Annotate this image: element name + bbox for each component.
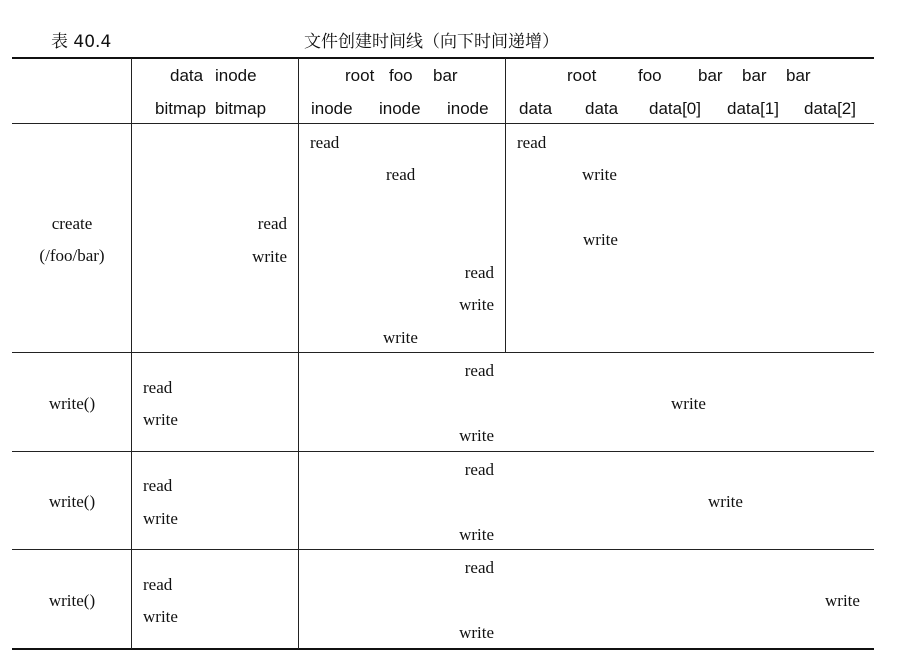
op-inode-bitmap-write: write: [252, 247, 287, 266]
col-header-foo-data: foo: [638, 66, 662, 85]
op-bar-inode-read: read: [464, 263, 494, 282]
op-root-inode-read: read: [310, 133, 340, 152]
op-bar-inode-read: read: [464, 361, 494, 380]
col-header-data: data: [170, 66, 204, 85]
col-header-data2: data[2]: [804, 99, 856, 118]
col-header-inode: inode: [215, 66, 257, 85]
header-rule: [12, 123, 874, 124]
col-header-root-data: root: [567, 66, 597, 85]
col-header-bar-data1: bar: [742, 66, 767, 85]
op-bar-inode-write: write: [459, 525, 494, 544]
row-divider: [12, 549, 874, 550]
op-bar-inode-read: read: [464, 558, 494, 577]
row-label-write: write(): [48, 492, 96, 511]
row-label-path: (/foo/bar): [39, 246, 105, 265]
op-data-bitmap-read: read: [143, 476, 173, 495]
op-foo-inode-read: read: [386, 165, 416, 184]
op-data-bitmap-write: write: [143, 410, 178, 429]
op-inode-bitmap-read: read: [257, 214, 287, 233]
column-divider: [298, 58, 299, 649]
column-divider: [505, 58, 506, 353]
col-header-inode: inode: [311, 99, 353, 118]
op-foo-data-read: write: [582, 165, 617, 184]
op-bar-inode-write: write: [459, 295, 494, 314]
col-header-bar-data2: bar: [786, 66, 811, 85]
op-data-bitmap-read: read: [143, 378, 173, 397]
op-data-bitmap-write: write: [143, 509, 178, 528]
row-divider: [12, 451, 874, 452]
op-data-bitmap-read: read: [143, 575, 173, 594]
op-bar-inode-read: read: [464, 460, 494, 479]
col-header-inode: inode: [379, 99, 421, 118]
col-header-bar: bar: [433, 66, 458, 85]
row-label-write: write(): [48, 394, 96, 413]
op-bar-data1-write: write: [708, 492, 743, 511]
op-bar-data0-write: write: [671, 394, 706, 413]
row-label-write: write(): [48, 591, 96, 610]
row-divider: [12, 352, 874, 353]
column-divider: [131, 58, 132, 649]
col-header-bitmap: bitmap: [155, 99, 207, 118]
col-header-bar-data0: bar: [698, 66, 723, 85]
op-bar-inode-write: write: [459, 426, 494, 445]
table-top-rule: [12, 57, 874, 59]
col-header-foo: foo: [389, 66, 413, 85]
op-root-data-read: read: [517, 133, 547, 152]
op-foo-inode-write: write: [383, 328, 418, 347]
col-header-data1: data[1]: [727, 99, 779, 118]
col-header-bitmap: bitmap: [215, 99, 267, 118]
col-header-data: data: [585, 99, 619, 118]
col-header-data: data: [519, 99, 553, 118]
op-data-bitmap-write: write: [143, 607, 178, 626]
op-bar-data2-write: write: [825, 591, 860, 610]
op-foo-data-write: write: [583, 230, 618, 249]
op-bar-inode-write: write: [459, 623, 494, 642]
col-header-data0: data[0]: [649, 99, 701, 118]
table-number: 表 40.4: [51, 32, 112, 52]
table-bottom-rule: [12, 648, 874, 650]
col-header-root: root: [345, 66, 375, 85]
col-header-inode: inode: [447, 99, 489, 118]
table-title: 文件创建时间线（向下时间递增）: [304, 32, 559, 52]
row-label-create: create: [51, 214, 93, 233]
